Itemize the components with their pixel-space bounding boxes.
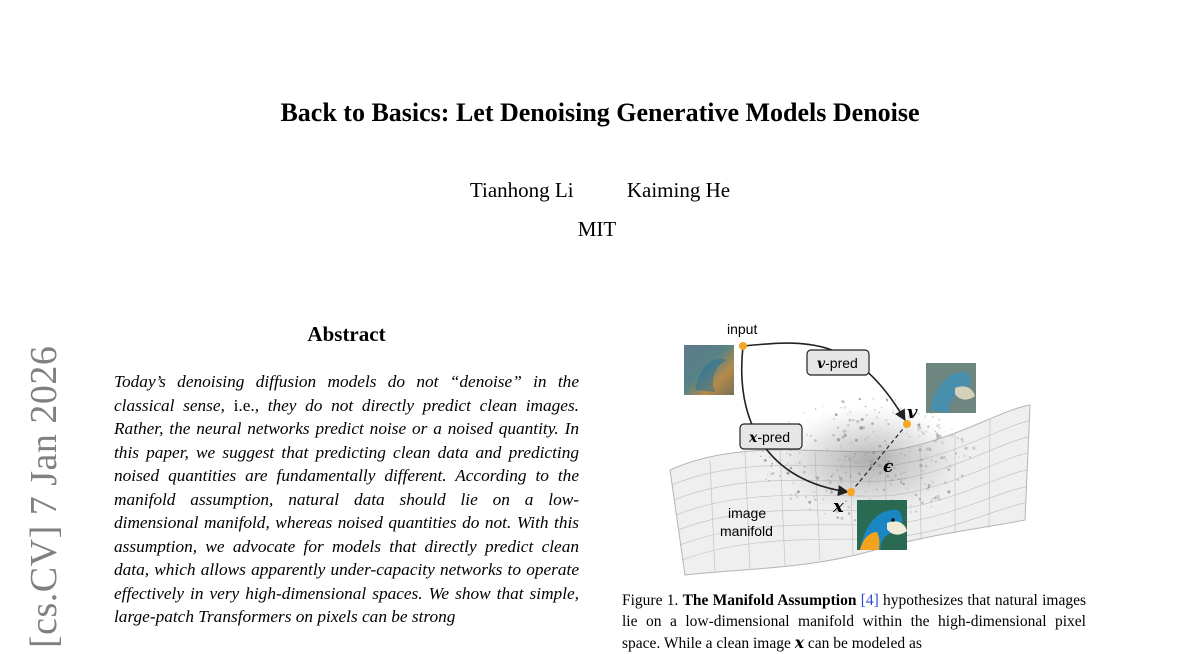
noise-dot	[925, 431, 927, 433]
noise-dot	[840, 407, 842, 409]
noise-dot	[814, 499, 816, 501]
noise-dot	[945, 460, 947, 462]
noise-dot	[872, 397, 874, 399]
noise-dot	[858, 471, 859, 472]
noise-dot	[960, 438, 963, 441]
noise-dot	[892, 479, 894, 481]
noise-dot	[771, 463, 773, 465]
noise-dot	[886, 444, 887, 445]
noise-dot	[931, 506, 932, 507]
noise-dot	[919, 464, 922, 467]
noise-dot	[903, 472, 904, 473]
abstract-body	[114, 370, 579, 629]
noise-dot	[903, 454, 905, 456]
noise-dot	[962, 440, 964, 442]
author-list	[0, 178, 1200, 203]
noise-dot	[876, 480, 878, 482]
noise-dot	[901, 448, 904, 451]
arxiv-stamp: [cs.CV] 7 Jan 2026	[23, 345, 65, 648]
noise-dot	[948, 464, 951, 467]
abstract-text: Today’s denoising diffusion models do not “denoise” in the classical sense,	[114, 372, 579, 415]
noise-dot	[909, 461, 911, 463]
noise-dot	[915, 511, 917, 513]
noise-dot	[924, 415, 926, 417]
noise-dot	[900, 453, 902, 455]
manifold-figure	[655, 310, 1045, 585]
noise-dot	[838, 458, 841, 461]
noise-dot	[799, 462, 801, 464]
noise-dot	[856, 420, 859, 423]
noise-dot	[932, 482, 934, 484]
noise-dot	[843, 431, 845, 433]
noise-dot	[833, 434, 835, 436]
noise-dot	[948, 468, 951, 471]
noise-dot	[786, 452, 787, 453]
noise-dot	[918, 426, 921, 429]
noise-dot	[830, 475, 832, 477]
noise-dot	[934, 439, 937, 442]
abstract-text: , they do not directly predict clean images. Rather, the neural networks predict noise or a noised quantity. In this paper, we suggest that predicting clean data and predicting noised quantities are fundamentally different. According to the manifold assumption, natural data should lie on a low-dimensional manifold, whereas noised quantities do not. With this assumption, we advocate for models that directly predict clean data, which allows apparently under-capacity networks to operate effectively in very high-dimensional spaces. We show that simple, large-patch Transformers on pixels can be strong	[114, 395, 580, 626]
noise-dot	[785, 464, 786, 465]
noise-dot	[906, 433, 907, 434]
noise-dot	[872, 451, 875, 454]
citation-link[interactable]: [4]	[860, 592, 879, 609]
noise-dot	[861, 418, 864, 421]
noise-dot	[926, 487, 929, 490]
noise-dot	[818, 455, 819, 456]
xpred-label: -pred	[757, 429, 791, 445]
noise-dot	[796, 496, 798, 498]
noise-dot	[844, 460, 846, 462]
xpred-box	[740, 424, 802, 449]
caption-figure-label: Figure 1.	[622, 592, 679, 609]
noise-dot	[926, 456, 927, 457]
noise-dot	[934, 496, 937, 499]
noise-dot	[804, 466, 806, 468]
noise-dot	[841, 517, 844, 520]
noise-dot	[854, 519, 856, 521]
noise-dot	[957, 479, 959, 481]
noise-dot	[825, 490, 828, 493]
noise-dot	[857, 462, 858, 463]
noise-dot	[938, 424, 939, 425]
noise-dot	[829, 481, 832, 484]
svg-text:x-pred	[748, 429, 790, 446]
noise-dot	[936, 425, 939, 428]
noise-dot	[814, 439, 817, 442]
noise-dot	[978, 467, 979, 468]
noise-dot	[919, 430, 920, 431]
noise-dot	[840, 448, 841, 449]
noise-dot	[788, 421, 790, 423]
noise-dot	[951, 429, 952, 430]
noise-dot	[921, 459, 923, 461]
noise-dot	[859, 460, 861, 462]
noise-dot	[847, 424, 850, 427]
noise-dot	[816, 511, 818, 513]
noise-dot	[859, 420, 861, 422]
noise-dot	[950, 434, 953, 437]
noise-dot	[855, 439, 858, 442]
noise-dot	[887, 401, 888, 402]
noise-dot	[858, 472, 861, 475]
noise-dot	[935, 508, 936, 509]
noise-dot	[813, 496, 814, 497]
noise-dot	[826, 448, 827, 449]
noise-dot	[865, 406, 867, 408]
noise-dot	[935, 431, 936, 432]
noise-dot	[790, 494, 792, 496]
noise-dot	[964, 447, 967, 450]
noise-dot	[930, 500, 932, 502]
noise-dot	[938, 498, 941, 501]
noise-dot	[845, 500, 847, 502]
noise-dot	[895, 399, 896, 400]
v-label: v	[907, 402, 918, 423]
noise-dot	[892, 411, 895, 414]
noise-dot	[865, 414, 867, 416]
noise-dot	[769, 456, 771, 458]
noise-dot	[972, 447, 975, 450]
noise-dot	[883, 489, 885, 491]
noise-dot	[903, 409, 906, 412]
noise-dot	[762, 450, 764, 452]
vpred-symbol: v	[817, 356, 826, 372]
noise-dot	[931, 498, 934, 501]
noise-dot	[910, 504, 912, 506]
noise-dot	[806, 434, 807, 435]
noise-dot	[864, 438, 867, 441]
noise-dot	[853, 461, 856, 464]
noise-dot	[764, 459, 767, 462]
noise-dot	[867, 437, 869, 439]
noise-dot	[876, 436, 878, 438]
noise-dot	[850, 476, 853, 479]
manifold-label: image	[728, 505, 767, 521]
noise-dot	[841, 436, 844, 439]
noise-dot	[810, 435, 812, 437]
noise-dot	[789, 467, 792, 470]
noise-dot	[958, 456, 960, 458]
noise-dot	[907, 488, 908, 489]
noise-dot	[885, 419, 888, 422]
noise-dot	[852, 419, 854, 421]
noise-dot	[925, 465, 927, 467]
noise-dot	[795, 463, 796, 464]
noise-dot	[935, 460, 937, 462]
noise-dot	[836, 469, 838, 471]
noise-dot	[945, 467, 947, 469]
noise-dot	[884, 440, 886, 442]
noise-dot	[957, 437, 959, 439]
noise-dot	[915, 494, 917, 496]
noise-dot	[874, 409, 876, 411]
noise-dot	[824, 513, 826, 515]
noise-dot	[789, 453, 792, 456]
noise-dot	[779, 475, 781, 477]
noise-dot	[892, 409, 894, 411]
noise-dot	[918, 423, 920, 425]
noise-dot	[917, 413, 920, 416]
noise-dot	[918, 436, 920, 438]
noise-dot	[833, 418, 835, 420]
noise-dot	[876, 416, 878, 418]
noise-dot	[880, 464, 882, 466]
noise-dot	[868, 480, 871, 483]
input-point	[739, 342, 747, 350]
figure-caption	[622, 590, 1086, 654]
noise-dot	[936, 436, 939, 439]
abstract-ie: i.e.	[233, 395, 255, 415]
noise-dot	[837, 482, 839, 484]
noise-dot	[786, 471, 789, 474]
x-point	[847, 488, 855, 496]
abstract-heading: Abstract	[307, 322, 386, 346]
affiliation: MIT	[577, 217, 617, 241]
epsilon-label: ϵ	[883, 457, 894, 477]
noise-dot	[782, 459, 784, 461]
noise-dot	[803, 412, 804, 413]
noise-dot	[830, 491, 832, 493]
noise-dot	[904, 477, 906, 479]
noise-dot	[805, 496, 807, 498]
noise-dot	[928, 484, 931, 487]
noise-dot	[849, 419, 852, 422]
noise-dot	[870, 464, 873, 467]
noise-dot	[797, 490, 800, 493]
noise-dot	[899, 407, 902, 410]
svg-text:v-pred	[817, 355, 858, 372]
noise-dot	[924, 483, 926, 485]
noise-dot	[866, 452, 868, 454]
noise-dot	[843, 401, 845, 403]
noise-dot	[803, 471, 806, 474]
v-parrot-image	[926, 363, 976, 413]
noise-dot	[941, 441, 944, 444]
noise-dot	[835, 413, 838, 416]
noise-dot	[847, 413, 848, 414]
noise-dot	[947, 490, 950, 493]
noise-dot	[937, 495, 940, 498]
noise-dot	[820, 503, 821, 504]
noise-dot	[857, 495, 859, 497]
noise-dot	[940, 456, 943, 459]
noise-dot	[910, 511, 912, 513]
noise-dot	[854, 453, 857, 456]
noise-dot	[890, 483, 892, 485]
noise-dot	[904, 471, 906, 473]
input-label: input	[727, 321, 758, 337]
noise-dot	[927, 425, 929, 427]
noise-dot	[844, 455, 846, 457]
noise-dot	[765, 478, 767, 480]
noise-dot	[900, 478, 903, 481]
noise-dot	[963, 454, 966, 457]
noise-dot	[793, 482, 795, 484]
noise-dot	[839, 477, 842, 480]
noise-dot	[770, 473, 771, 474]
manifold-label: manifold	[720, 523, 773, 539]
noise-dot	[790, 497, 793, 500]
paper-title: Back to Basics: Let Denoising Generative Models Denoise	[280, 98, 920, 127]
noise-dot	[859, 398, 861, 400]
noise-dot	[903, 483, 905, 485]
noise-dot	[917, 428, 919, 430]
noise-dot	[932, 416, 933, 417]
noise-dot	[909, 435, 911, 437]
noise-dot	[879, 450, 881, 452]
noise-dot	[879, 445, 882, 448]
noise-dot	[768, 480, 770, 482]
noise-dot	[886, 398, 889, 401]
noise-dot	[881, 407, 883, 409]
noise-dot	[879, 412, 881, 414]
noise-dot	[900, 473, 903, 476]
noise-dot	[822, 498, 824, 500]
noise-dot	[848, 512, 851, 515]
noise-dot	[844, 406, 847, 409]
noise-dot	[871, 422, 874, 425]
noise-dot	[815, 475, 818, 478]
noise-dot	[893, 436, 895, 438]
noise-dot	[799, 452, 800, 453]
noise-dot	[921, 502, 924, 505]
noise-dot	[844, 434, 847, 437]
noise-dot	[827, 479, 829, 481]
noise-dot	[868, 479, 869, 480]
noise-dot	[847, 506, 849, 508]
noise-dot	[809, 509, 810, 510]
author-name: Kaiming He	[626, 178, 731, 202]
noise-dot	[919, 498, 921, 500]
noise-dot	[900, 481, 902, 483]
noise-dot	[853, 456, 855, 458]
noise-dot	[840, 465, 843, 468]
vpred-label: -pred	[825, 355, 858, 371]
noise-dot	[807, 419, 809, 421]
noise-dot	[864, 455, 865, 456]
noise-dot	[901, 441, 902, 442]
noise-dot	[845, 472, 847, 474]
caption-text: hypothesizes that natural images lie on a low-dimensional manifold within the high-dimensional pixel space. While a clean image	[622, 592, 1087, 652]
noise-dot	[921, 477, 923, 479]
noise-dot	[902, 432, 903, 433]
noise-dot	[853, 445, 854, 446]
noise-dot	[894, 474, 897, 477]
noise-dot	[814, 492, 816, 494]
x-label: x	[833, 496, 844, 517]
noise-dot	[939, 427, 941, 429]
noise-dot	[922, 431, 923, 432]
noise-dot	[879, 471, 882, 474]
noise-dot	[887, 423, 889, 425]
noise-dot	[865, 491, 867, 493]
noise-dot	[837, 438, 840, 441]
clean-parrot-image	[857, 500, 907, 550]
noise-dot	[808, 501, 811, 504]
vpred-box	[807, 350, 869, 375]
noise-dot	[770, 465, 772, 467]
noise-dot	[898, 478, 899, 479]
noise-dot	[909, 447, 911, 449]
noise-dot	[849, 411, 851, 413]
noise-dot	[840, 481, 842, 483]
noise-dot	[859, 426, 862, 429]
noise-dot	[922, 433, 924, 435]
noise-dot	[961, 474, 963, 476]
noise-dot	[760, 456, 761, 457]
noise-dot	[840, 445, 842, 447]
noise-dot	[919, 448, 922, 451]
noise-dot	[837, 427, 839, 429]
noise-dot	[916, 472, 918, 474]
noise-dot	[822, 406, 824, 408]
author-name: Tianhong Li	[469, 178, 574, 202]
noise-dot	[850, 459, 852, 461]
noise-dot	[876, 488, 878, 490]
noise-dot	[929, 447, 932, 450]
noise-dot	[872, 431, 874, 433]
noisy-parrot-image	[684, 345, 734, 395]
noise-dot	[767, 475, 768, 476]
caption-symbol: x	[794, 633, 804, 652]
noise-dot	[795, 492, 798, 495]
noise-dot	[772, 472, 775, 475]
noise-dot	[931, 480, 932, 481]
noise-dot	[909, 450, 911, 452]
noise-dot	[969, 456, 971, 458]
xpred-symbol: x	[749, 430, 758, 446]
noise-dot	[850, 441, 853, 444]
noise-dot	[787, 462, 788, 463]
noise-dot	[869, 459, 871, 461]
noise-dot	[815, 408, 816, 409]
noise-dot	[955, 453, 957, 455]
noise-dot	[931, 459, 933, 461]
noise-dot	[944, 481, 947, 484]
caption-bold-title: The Manifold Assumption	[682, 592, 857, 609]
noise-dot	[832, 473, 834, 475]
caption-text: can be modeled as	[803, 635, 922, 652]
noise-dot	[938, 419, 940, 421]
noise-dot	[921, 470, 923, 472]
